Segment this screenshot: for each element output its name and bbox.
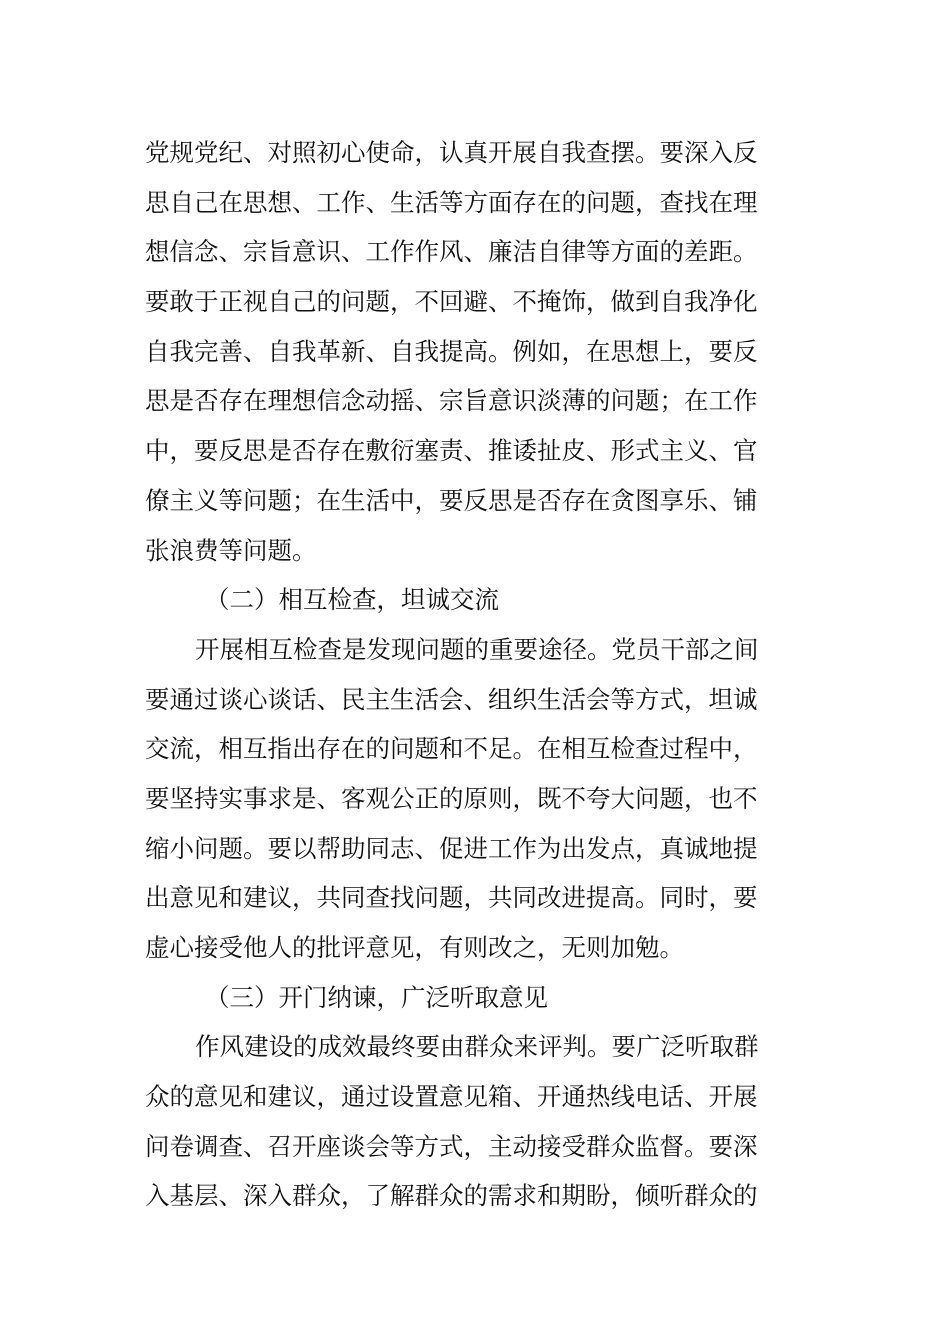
text-line: 想信念、宗旨意识、工作作风、廉洁自律等方面的差距。	[145, 237, 758, 267]
text-line: 众的意见和建议，通过设置意见箱、开通热线电话、开展	[145, 1082, 758, 1112]
text-line: 张浪费等问题。	[145, 535, 317, 565]
section-heading-2: （二）相互检查，坦诚交流	[205, 585, 499, 615]
paragraph-open-door-advice	[145, 1022, 809, 1221]
text-line: 自我完善、自我革新、自我提高。例如，在思想上，要反	[145, 336, 758, 366]
text-line: 僚主义等问题；在生活中，要反思是否存在贪图享乐、铺	[145, 485, 758, 515]
text-line: 出意见和建议，共同查找问题，共同改进提高。同时，要	[145, 883, 758, 913]
text-line: 缩小问题。要以帮助同志、促进工作为出发点，真诚地提	[145, 833, 758, 863]
paragraph-mutual-inspection	[145, 625, 809, 973]
section-heading-3: （三）开门纳谏，广泛听取意见	[205, 982, 548, 1012]
text-line: 作风建设的成效最终要由群众来评判。要广泛听取群	[195, 1032, 759, 1062]
text-line: 开展相互检查是发现问题的重要途径。党员干部之间	[195, 634, 759, 664]
text-line: 思自己在思想、工作、生活等方面存在的问题，查找在理	[145, 187, 758, 217]
text-line: 交流，相互指出存在的问题和不足。在相互检查过程中，	[145, 734, 758, 764]
text-line: 要坚持实事求是、客观公正的原则，既不夸大问题，也不	[145, 783, 758, 813]
text-line: 要通过谈心谈话、民主生活会、组织生活会等方式，坦诚	[145, 684, 758, 714]
text-line: 问卷调查、召开座谈会等方式，主动接受群众监督。要深	[145, 1131, 758, 1161]
text-line: 党规党纪、对照初心使命，认真开展自我查摆。要深入反	[145, 138, 758, 167]
text-line: 要敢于正视自己的问题，不回避、不掩饰，做到自我净化	[145, 287, 758, 317]
paragraph-self-examination	[145, 128, 809, 575]
text-line: 中，要反思是否存在敷衍塞责、推诿扯皮、形式主义、官	[145, 436, 758, 466]
text-line: 虚心接受他人的批评意见，有则改之，无则加勉。	[145, 933, 684, 962]
text-line: 入基层、深入群众，了解群众的需求和期盼，倾听群众的	[145, 1181, 758, 1211]
document-body	[145, 128, 809, 1221]
text-line: 思是否存在理想信念动摇、宗旨意识淡薄的问题；在工作	[145, 386, 758, 416]
